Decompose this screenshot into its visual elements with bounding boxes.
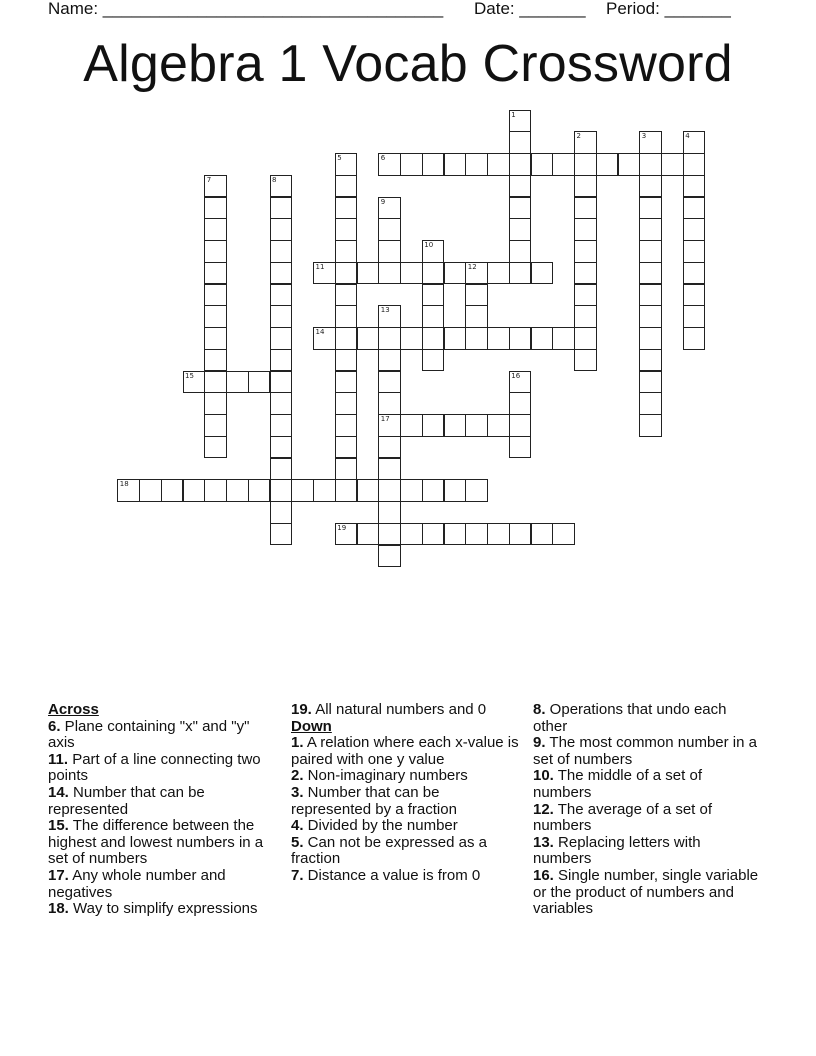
cell-number: 16 bbox=[511, 371, 521, 380]
clue-text: Way to simplify expressions bbox=[68, 900, 258, 918]
crossword-cell[interactable] bbox=[270, 523, 293, 546]
crossword-cell[interactable] bbox=[683, 240, 706, 263]
clue-item bbox=[291, 735, 519, 768]
crossword-cell[interactable] bbox=[400, 414, 423, 437]
crossword-cell[interactable] bbox=[422, 305, 445, 328]
crossword-cell[interactable] bbox=[400, 327, 423, 350]
crossword-cell[interactable] bbox=[378, 436, 401, 459]
crossword-cell[interactable] bbox=[531, 262, 554, 285]
crossword-cell[interactable] bbox=[335, 197, 358, 220]
crossword-cell[interactable] bbox=[378, 240, 401, 263]
crossword-cell[interactable] bbox=[639, 262, 662, 285]
crossword-cell[interactable] bbox=[291, 479, 314, 502]
crossword-cell[interactable] bbox=[509, 175, 532, 198]
crossword-cell[interactable] bbox=[400, 262, 423, 285]
crossword-cell[interactable] bbox=[335, 240, 358, 263]
crossword-cell[interactable] bbox=[574, 240, 597, 263]
crossword-cell[interactable] bbox=[226, 479, 249, 502]
crossword-cell[interactable] bbox=[422, 284, 445, 307]
clue-text: Distance a value is from 0 bbox=[303, 866, 481, 884]
crossword-cell[interactable] bbox=[335, 262, 358, 285]
crossword-cell[interactable] bbox=[270, 327, 293, 350]
clue-text: Operations that undo each other bbox=[533, 701, 727, 735]
crossword-cell[interactable] bbox=[683, 131, 706, 154]
clue-text: Number that can be represented by a fraction bbox=[291, 783, 457, 818]
cell-number: 14 bbox=[315, 328, 325, 336]
crossword-cell[interactable] bbox=[487, 153, 510, 176]
crossword-cell[interactable] bbox=[313, 327, 336, 350]
clue-number: 5. bbox=[291, 833, 304, 851]
crossword-cell[interactable] bbox=[335, 436, 358, 459]
crossword-cell[interactable] bbox=[335, 305, 358, 328]
crossword-cell[interactable] bbox=[248, 371, 271, 394]
crossword-cell[interactable] bbox=[422, 523, 445, 546]
crossword-cell[interactable] bbox=[139, 479, 162, 502]
crossword-cell[interactable] bbox=[204, 479, 227, 502]
crossword-cell[interactable] bbox=[400, 523, 423, 546]
crossword-cell[interactable] bbox=[683, 262, 706, 285]
clue-column-2 bbox=[291, 702, 519, 885]
crossword-cell[interactable] bbox=[444, 262, 467, 285]
clue-number: 14. bbox=[48, 783, 69, 801]
crossword-cell[interactable] bbox=[509, 110, 532, 133]
cell-number: 4 bbox=[685, 132, 690, 141]
crossword-cell[interactable] bbox=[683, 327, 706, 350]
clue-item bbox=[291, 768, 519, 785]
crossword-cell[interactable] bbox=[422, 153, 445, 176]
crossword-cell[interactable] bbox=[574, 262, 597, 285]
clue-text: Part of a line connecting two points bbox=[48, 750, 261, 785]
crossword-cell[interactable] bbox=[378, 197, 401, 220]
crossword-cell[interactable] bbox=[509, 371, 532, 394]
crossword-cell[interactable] bbox=[378, 523, 401, 546]
clue-item bbox=[48, 785, 276, 818]
date-field-label[interactable]: Date: _______ bbox=[474, 0, 586, 18]
crossword-cell[interactable] bbox=[378, 414, 401, 437]
clue-heading: Across bbox=[48, 701, 99, 718]
clue-item bbox=[48, 818, 276, 868]
clue-text: Replacing letters with numbers bbox=[533, 833, 701, 868]
clue-item bbox=[291, 835, 519, 868]
crossword-cell[interactable] bbox=[639, 284, 662, 307]
crossword-cell[interactable] bbox=[204, 305, 227, 328]
cell-number: 9 bbox=[380, 197, 386, 206]
crossword-cell[interactable] bbox=[465, 305, 488, 328]
crossword-cell[interactable] bbox=[574, 175, 597, 198]
crossword-cell[interactable] bbox=[335, 458, 358, 481]
crossword-cell[interactable] bbox=[639, 175, 662, 198]
crossword-cell[interactable] bbox=[422, 479, 445, 502]
clue-item bbox=[48, 901, 276, 918]
crossword-cell[interactable] bbox=[378, 545, 401, 568]
crossword-cell[interactable] bbox=[509, 327, 532, 350]
clue-number: 6. bbox=[48, 717, 61, 735]
clue-number: 7. bbox=[291, 866, 304, 884]
clue-number: 10. bbox=[533, 767, 554, 785]
crossword-cell[interactable] bbox=[357, 523, 380, 546]
crossword-cell[interactable] bbox=[248, 479, 271, 502]
clue-number: 19. bbox=[291, 701, 312, 718]
clue-number: 17. bbox=[48, 866, 69, 884]
cell-number: 5 bbox=[337, 154, 342, 162]
crossword-cell[interactable] bbox=[270, 218, 293, 241]
crossword-cell[interactable] bbox=[509, 240, 532, 263]
crossword-cell[interactable] bbox=[357, 327, 380, 350]
crossword-cell[interactable] bbox=[574, 284, 597, 307]
crossword-cell[interactable] bbox=[422, 327, 445, 350]
clue-item bbox=[533, 735, 761, 768]
crossword-cell[interactable] bbox=[465, 284, 488, 307]
clue-text: A relation where each x-value is paired with one y value bbox=[291, 734, 519, 768]
clue-text: The most common number in a set of numbers bbox=[533, 734, 757, 768]
cell-number: 11 bbox=[315, 262, 325, 271]
cell-number: 15 bbox=[185, 371, 194, 380]
clue-number: 11. bbox=[48, 750, 69, 768]
crossword-cell[interactable] bbox=[444, 153, 467, 176]
crossword-cell[interactable] bbox=[683, 305, 706, 328]
crossword-cell[interactable] bbox=[661, 153, 684, 176]
clue-number: 8. bbox=[533, 701, 546, 718]
period-field-label[interactable]: Period: _______ bbox=[606, 0, 731, 18]
clue-item bbox=[533, 835, 761, 868]
crossword-cell[interactable] bbox=[639, 349, 662, 372]
cell-number: 8 bbox=[272, 175, 277, 184]
crossword-cell[interactable] bbox=[552, 327, 575, 350]
crossword-cell[interactable] bbox=[204, 392, 227, 415]
crossword-cell[interactable] bbox=[509, 392, 532, 415]
crossword-cell[interactable] bbox=[378, 153, 401, 176]
crossword-cell[interactable] bbox=[639, 197, 662, 220]
crossword-cell[interactable] bbox=[270, 305, 293, 328]
clue-item bbox=[48, 752, 276, 785]
crossword-cell[interactable] bbox=[444, 414, 467, 437]
crossword-cell[interactable] bbox=[313, 262, 336, 285]
crossword-cell[interactable] bbox=[204, 175, 227, 198]
crossword-cell[interactable] bbox=[639, 305, 662, 328]
clue-item bbox=[533, 768, 761, 801]
clue-text: Plane containing "x" and "y" axis bbox=[48, 717, 250, 752]
clue-item bbox=[291, 785, 519, 818]
crossword-cell[interactable] bbox=[161, 479, 184, 502]
crossword-cell[interactable] bbox=[335, 392, 358, 415]
crossword-cell[interactable] bbox=[552, 523, 575, 546]
clue-column-3 bbox=[533, 702, 761, 918]
clue-number: 2. bbox=[291, 767, 304, 785]
crossword-cell[interactable] bbox=[313, 479, 336, 502]
name-field-label[interactable]: Name: ____________________________________ bbox=[48, 0, 444, 18]
crossword-cell[interactable] bbox=[487, 414, 510, 437]
crossword-cell[interactable] bbox=[487, 327, 510, 350]
crossword-cell[interactable] bbox=[335, 153, 358, 176]
crossword-cell[interactable] bbox=[335, 523, 358, 546]
crossword-cell[interactable] bbox=[378, 218, 401, 241]
crossword-cell[interactable] bbox=[531, 327, 554, 350]
crossword-cell[interactable] bbox=[378, 327, 401, 350]
crossword-cell[interactable] bbox=[335, 284, 358, 307]
cell-number: 12 bbox=[467, 262, 477, 271]
crossword-cell[interactable] bbox=[204, 349, 227, 372]
crossword-cell[interactable] bbox=[270, 392, 293, 415]
crossword-cell[interactable] bbox=[270, 284, 293, 307]
clue-item bbox=[533, 868, 761, 918]
crossword-cell[interactable] bbox=[487, 523, 510, 546]
crossword-cell[interactable] bbox=[117, 479, 140, 502]
crossword-cell[interactable] bbox=[378, 371, 401, 394]
clue-number: 4. bbox=[291, 817, 304, 835]
cell-number: 17 bbox=[380, 415, 390, 423]
crossword-cell[interactable] bbox=[378, 349, 401, 372]
crossword-cell[interactable] bbox=[639, 414, 662, 437]
crossword-cell[interactable] bbox=[509, 218, 532, 241]
crossword-cell[interactable] bbox=[270, 458, 293, 481]
crossword-cell[interactable] bbox=[270, 436, 293, 459]
clue-item bbox=[48, 719, 276, 752]
clue-text: Single number, single variable or the product of numbers and variables bbox=[533, 866, 759, 918]
crossword-cell[interactable] bbox=[378, 479, 401, 502]
crossword-cell[interactable] bbox=[335, 175, 358, 198]
crossword-cell[interactable] bbox=[378, 305, 401, 328]
crossword-cell[interactable] bbox=[422, 240, 445, 263]
crossword-cell[interactable] bbox=[335, 349, 358, 372]
crossword-cell[interactable] bbox=[465, 153, 488, 176]
crossword-cell[interactable] bbox=[270, 197, 293, 220]
crossword-cell[interactable] bbox=[465, 479, 488, 502]
crossword-cell[interactable] bbox=[618, 153, 641, 176]
crossword-cell[interactable] bbox=[509, 414, 532, 437]
crossword-cell[interactable] bbox=[683, 284, 706, 307]
cell-number: 13 bbox=[380, 306, 390, 315]
crossword-cell[interactable] bbox=[357, 262, 380, 285]
crossword-cell[interactable] bbox=[509, 153, 532, 176]
crossword-cell[interactable] bbox=[574, 305, 597, 328]
crossword-cell[interactable] bbox=[378, 392, 401, 415]
crossword-cell[interactable] bbox=[509, 436, 532, 459]
crossword-cell[interactable] bbox=[639, 240, 662, 263]
crossword-cell[interactable] bbox=[270, 371, 293, 394]
crossword-cell[interactable] bbox=[639, 153, 662, 176]
crossword-cell[interactable] bbox=[270, 175, 293, 198]
crossword-cell[interactable] bbox=[270, 262, 293, 285]
crossword-cell[interactable] bbox=[574, 153, 597, 176]
clue-item bbox=[533, 802, 761, 835]
clue-item bbox=[291, 818, 519, 835]
cell-number: 7 bbox=[206, 175, 212, 184]
crossword-cell[interactable] bbox=[335, 479, 358, 502]
cell-number: 2 bbox=[576, 132, 581, 141]
clue-item bbox=[533, 702, 761, 735]
crossword-cell[interactable] bbox=[509, 523, 532, 546]
clue-text: The difference between the highest and lowest numbers in a set of numbers bbox=[48, 817, 264, 868]
clue-column-1 bbox=[48, 702, 276, 918]
crossword-cell[interactable] bbox=[639, 218, 662, 241]
clue-number: 1. bbox=[291, 734, 304, 752]
crossword-cell[interactable] bbox=[465, 414, 488, 437]
crossword-cell[interactable] bbox=[422, 262, 445, 285]
crossword-cell[interactable] bbox=[270, 414, 293, 437]
cell-number: 18 bbox=[119, 480, 129, 489]
clue-number: 3. bbox=[291, 783, 304, 801]
crossword-cell[interactable] bbox=[378, 501, 401, 524]
clue-text: Number that can be represented bbox=[48, 783, 205, 818]
crossword-cell[interactable] bbox=[400, 153, 423, 176]
clue-number: 16. bbox=[533, 866, 554, 884]
clue-text: Can not be expressed as a fraction bbox=[291, 833, 487, 868]
crossword-cell[interactable] bbox=[378, 458, 401, 481]
crossword-cell[interactable] bbox=[683, 197, 706, 220]
cell-number: 19 bbox=[337, 523, 347, 532]
crossword-cell[interactable] bbox=[574, 131, 597, 154]
crossword-cell[interactable] bbox=[552, 153, 575, 176]
crossword-cell[interactable] bbox=[422, 349, 445, 372]
crossword-cell[interactable] bbox=[683, 153, 706, 176]
crossword-cell[interactable] bbox=[639, 371, 662, 394]
cell-number: 1 bbox=[511, 110, 516, 119]
clue-item bbox=[291, 702, 519, 719]
crossword-cell[interactable] bbox=[465, 523, 488, 546]
crossword-cell[interactable] bbox=[378, 262, 401, 285]
crossword-cell[interactable] bbox=[204, 284, 227, 307]
clue-item bbox=[291, 868, 519, 885]
clue-text: Divided by the number bbox=[303, 817, 458, 835]
clue-number: 9. bbox=[533, 734, 546, 752]
clue-number: 15. bbox=[48, 817, 69, 835]
clue-number: 12. bbox=[533, 800, 554, 818]
clue-text: All natural numbers and 0 bbox=[311, 701, 487, 718]
page-title: Algebra 1 Vocab Crossword bbox=[83, 35, 733, 93]
crossword-cell[interactable] bbox=[639, 392, 662, 415]
crossword-cell[interactable] bbox=[465, 327, 488, 350]
crossword-cell[interactable] bbox=[639, 327, 662, 350]
crossword-cell[interactable] bbox=[683, 218, 706, 241]
crossword-cell[interactable] bbox=[335, 371, 358, 394]
crossword-cell[interactable] bbox=[335, 218, 358, 241]
crossword-cell[interactable] bbox=[204, 436, 227, 459]
crossword-cell[interactable] bbox=[596, 153, 619, 176]
clue-text: Any whole number and negatives bbox=[48, 866, 226, 901]
crossword-cell[interactable] bbox=[204, 327, 227, 350]
clue-number: 18. bbox=[48, 900, 69, 918]
clue-number: 13. bbox=[533, 833, 554, 851]
cell-number: 3 bbox=[641, 132, 647, 141]
crossword-cell[interactable] bbox=[531, 523, 554, 546]
clue-text: The middle of a set of numbers bbox=[533, 767, 702, 801]
crossword-cell[interactable] bbox=[574, 349, 597, 372]
crossword-cell[interactable] bbox=[335, 327, 358, 350]
crossword-cell[interactable] bbox=[574, 218, 597, 241]
clue-text: Non-imaginary numbers bbox=[303, 767, 468, 785]
crossword-cell[interactable] bbox=[465, 262, 488, 285]
clues-section bbox=[48, 702, 788, 962]
crossword-cell[interactable] bbox=[444, 523, 467, 546]
crossword-cell[interactable] bbox=[183, 371, 206, 394]
crossword-cell[interactable] bbox=[204, 218, 227, 241]
crossword-cell[interactable] bbox=[270, 240, 293, 263]
crossword-cell[interactable] bbox=[444, 327, 467, 350]
crossword-cell[interactable] bbox=[683, 175, 706, 198]
crossword-cell[interactable] bbox=[270, 501, 293, 524]
crossword-cell[interactable] bbox=[639, 131, 662, 154]
cell-number: 6 bbox=[380, 154, 386, 162]
crossword-cell[interactable] bbox=[226, 371, 249, 394]
crossword-cell[interactable] bbox=[357, 479, 380, 502]
crossword-cell[interactable] bbox=[400, 479, 423, 502]
crossword-cell[interactable] bbox=[335, 414, 358, 437]
crossword-cell[interactable] bbox=[574, 197, 597, 220]
clue-text: The average of a set of numbers bbox=[533, 800, 713, 835]
crossword-cell[interactable] bbox=[204, 240, 227, 263]
crossword-cell[interactable] bbox=[204, 262, 227, 285]
crossword-cell[interactable] bbox=[204, 197, 227, 220]
crossword-cell[interactable] bbox=[204, 371, 227, 394]
crossword-cell[interactable] bbox=[509, 262, 532, 285]
crossword-cell[interactable] bbox=[270, 349, 293, 372]
crossword-cell[interactable] bbox=[270, 479, 293, 502]
crossword-cell[interactable] bbox=[204, 414, 227, 437]
crossword-cell[interactable] bbox=[487, 262, 510, 285]
crossword-cell[interactable] bbox=[509, 131, 532, 154]
crossword-cell[interactable] bbox=[422, 414, 445, 437]
crossword-cell[interactable] bbox=[444, 479, 467, 502]
crossword-cell[interactable] bbox=[183, 479, 206, 502]
crossword-cell[interactable] bbox=[574, 327, 597, 350]
clue-heading: Down bbox=[291, 717, 332, 735]
cell-number: 10 bbox=[424, 241, 434, 249]
crossword-cell[interactable] bbox=[509, 197, 532, 220]
crossword-cell[interactable] bbox=[531, 153, 554, 176]
clue-item bbox=[48, 868, 276, 901]
